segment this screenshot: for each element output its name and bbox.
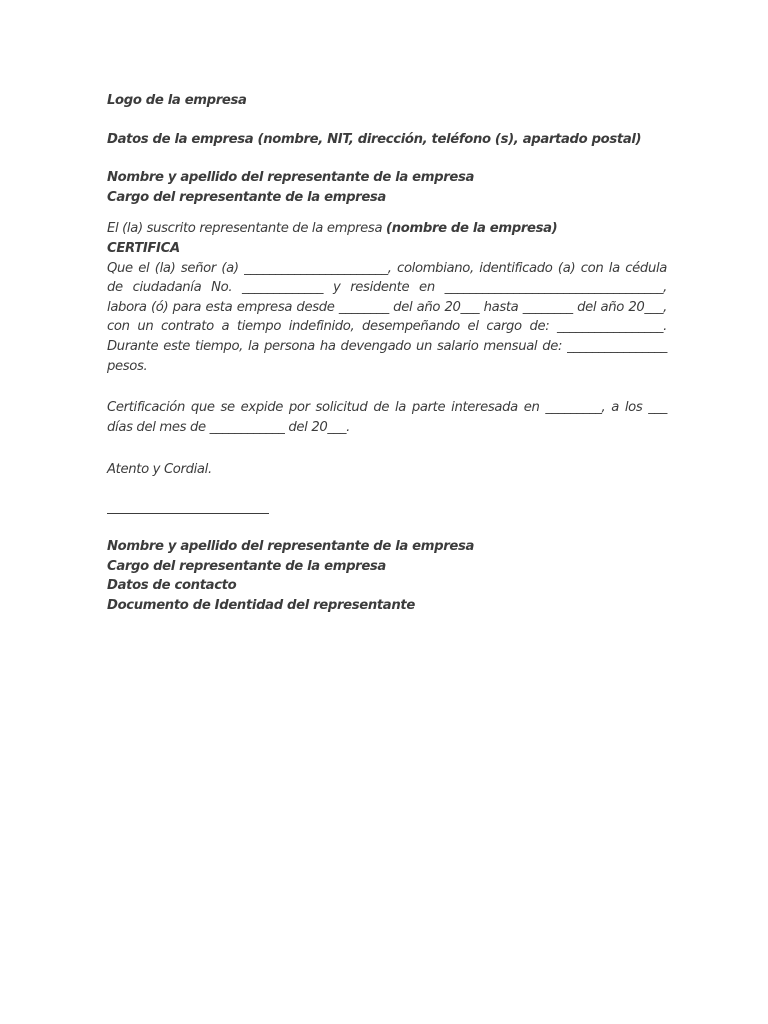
signature-rep-name: Nombre y apellido del representante de la empresa [107, 538, 475, 554]
intro-text: El (la) suscrito representante de la empresa [107, 221, 383, 237]
signature-id-document: Documento de Identidad del representante [107, 597, 415, 613]
certification-paragraph: Que el (la) señor (a) _______________________, colombiano, identificado (a) con la cédula de ciudadanía No. _____________ y residente en ___________________________________, labora (ó) para esta empresa desde ________ del año 20___ hasta ________ del año 20___, con un contrato a tiempo indefinido, desempeñando el cargo de: _________________. Durante este tiempo, la persona ha devengado un salario mensual de: ________________ pesos. [107, 260, 667, 374]
signature-line [107, 499, 269, 514]
company-data-line: Datos de la empresa (nombre, NIT, dirección, teléfono (s), apartado postal) [107, 131, 642, 147]
issuance-paragraph: Certificación que se expide por solicitud de la parte interesada en _________, a los ___ días del mes de ____________ del 20___. [107, 400, 667, 435]
intro-company-name: (nombre de la empresa) [386, 221, 558, 237]
certificate-document [107, 91, 667, 615]
representative-position-header: Cargo del representante de la empresa [107, 189, 386, 205]
closing-salutation: Atento y Cordial. [107, 462, 212, 478]
signature-rep-position: Cargo del representante de la empresa [107, 558, 386, 574]
intro-line [107, 219, 667, 239]
company-logo-placeholder: Logo de la empresa [107, 93, 247, 108]
representative-name-header: Nombre y apellido del representante de la empresa [107, 170, 475, 186]
signature-contact: Datos de contacto [107, 578, 237, 594]
certifica-heading: CERTIFICA [107, 240, 180, 256]
